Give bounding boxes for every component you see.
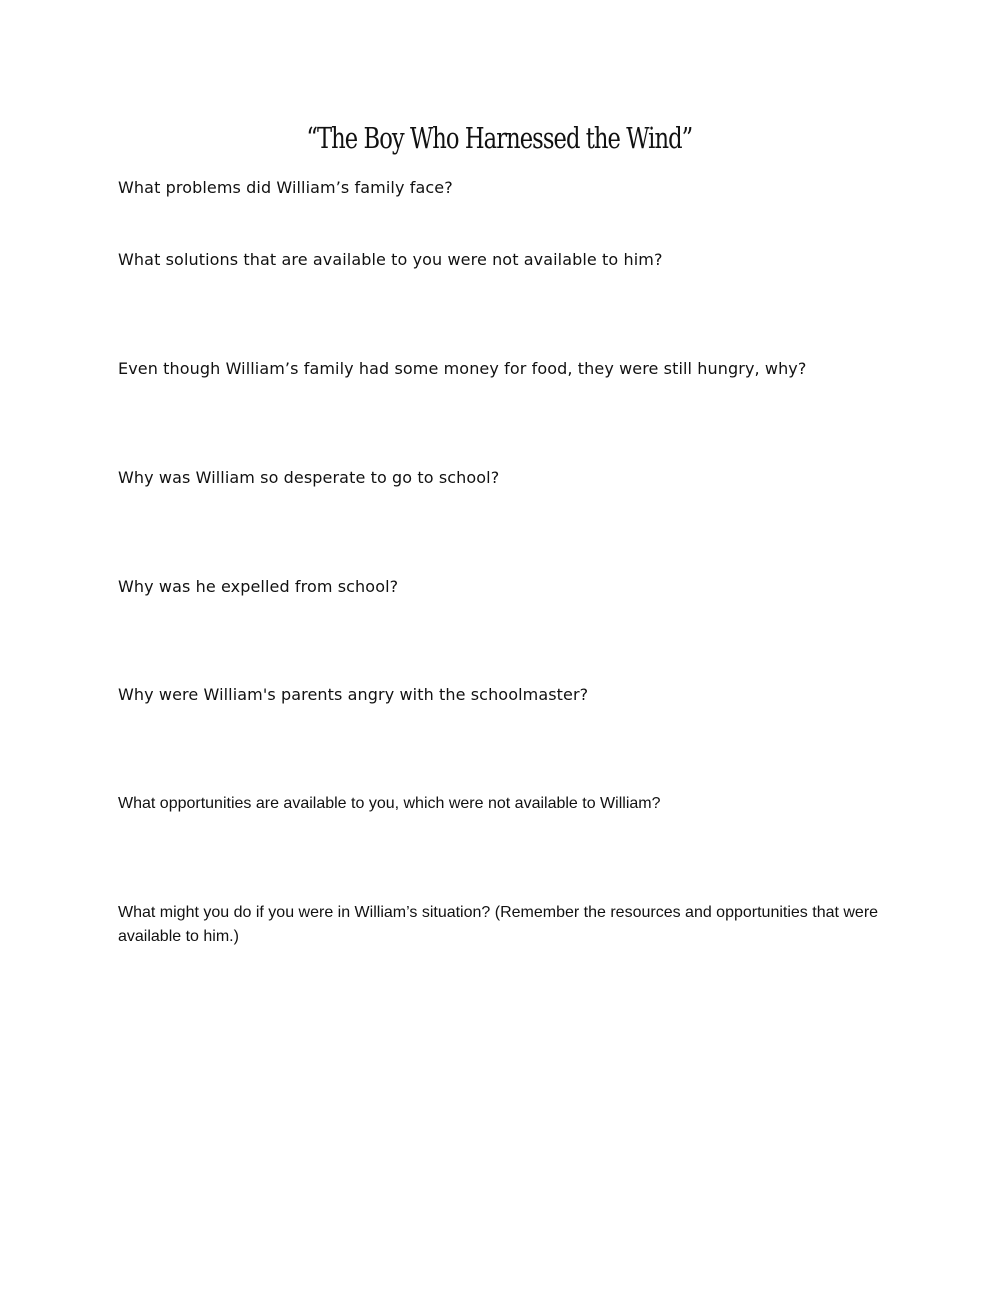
- question-5: Why was he expelled from school?: [118, 577, 399, 596]
- question-3: Even though William’s family had some money for food, they were still hungry, why?: [118, 359, 807, 378]
- question-6: Why were William's parents angry with the schoolmaster?: [118, 685, 589, 704]
- question-1: What problems did William’s family face?: [118, 178, 453, 197]
- question-2: What solutions that are available to you were not available to him?: [118, 250, 663, 269]
- question-7: What opportunities are available to you, which were not available to William?: [118, 795, 661, 812]
- worksheet-title: “The Boy Who Harnessed the Wind”: [306, 121, 693, 155]
- question-8: What might you do if you were in William’s situation? (Remember the resources and opportunities that were available to him.): [118, 904, 879, 945]
- question-4: Why was William so desperate to go to school?: [118, 468, 500, 487]
